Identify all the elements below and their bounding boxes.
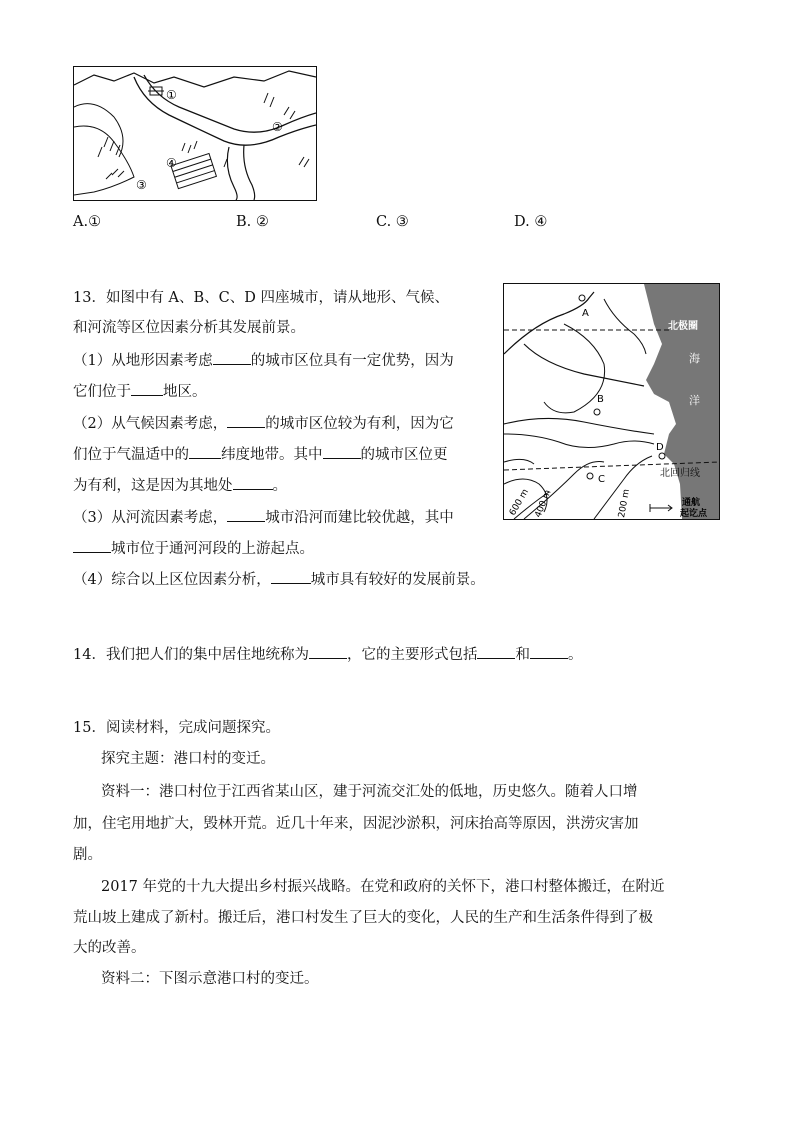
q13-line-8: （3）从河流因素考虑， 城市沿河而建比较优越，其中	[73, 507, 454, 528]
answer-blank[interactable]	[271, 569, 311, 584]
q13-line-9: 城市位于通河河段的上游起点。	[73, 538, 314, 559]
label-tropic: 北回归线	[660, 468, 700, 479]
marker-1: ①	[166, 88, 177, 102]
option-d[interactable]: D. ④	[514, 214, 548, 230]
q13-line-2: 和河流等区位因素分析其发展前景。	[73, 320, 305, 336]
answer-blank[interactable]	[73, 538, 111, 553]
city-d: D	[656, 442, 664, 453]
answer-blank[interactable]	[227, 507, 265, 522]
legend-nav: 通航	[682, 498, 701, 508]
answer-blank[interactable]	[131, 381, 163, 396]
option-a[interactable]: A.①	[73, 214, 102, 230]
q13-line-3: （1）从地形因素考虑 的城市区位具有一定优势，因为	[73, 350, 454, 371]
landscape-figure	[73, 66, 317, 201]
label-arctic-circle: 北极圈	[668, 321, 698, 332]
option-b[interactable]: B. ②	[236, 214, 269, 230]
q15-line-9: 资料二：下图示意港口村的变迁。	[101, 971, 319, 987]
q14-line: 14．我们把人们的集中居住地统称为 ，它的主要形式包括 和 。	[73, 644, 582, 665]
marker-3: ③	[136, 178, 147, 192]
q13-map-svg	[504, 284, 719, 519]
legend-point: 起讫点	[680, 509, 708, 519]
q13-line-7: 为有利，这是因为其地处 。	[73, 475, 287, 496]
answer-blank[interactable]	[323, 444, 361, 459]
option-c[interactable]: C. ③	[376, 214, 409, 230]
answer-blank[interactable]	[213, 350, 251, 365]
contour-600: 600 m	[507, 487, 532, 518]
q15-line-5: 剧。	[73, 847, 102, 863]
answer-blank[interactable]	[477, 644, 515, 659]
q15-line-2: 探究主题：港口村的变迁。	[101, 751, 275, 767]
q13-line-1: 13．如图中有 A、B、C、D 四座城市，请从地形、气候、	[73, 290, 450, 306]
marker-2: ②	[272, 120, 283, 134]
contour-200: 200 m	[617, 488, 632, 519]
q15-line-6: 2017 年党的十九大提出乡村振兴战略。在党和政府的关怀下，港口村整体搬迁，在附近	[101, 879, 665, 895]
answer-blank[interactable]	[309, 644, 347, 659]
city-c: C	[598, 474, 605, 485]
q15-line-4: 加，住宅用地扩大，毁林开荒。近几十年来，因泥沙淤积，河床抬高等原因，洪涝灾害加	[73, 816, 639, 832]
answer-blank[interactable]	[233, 475, 273, 490]
q13-line-10: （4）综合以上区位因素分析， 城市具有较好的发展前景。	[73, 569, 485, 590]
q13-line-4: 它们位于 地区。	[73, 381, 207, 402]
q15-line-3: 资料一：港口村位于江西省某山区，建于河流交汇处的低地，历史悠久。随着人口增	[101, 784, 638, 800]
city-a: A	[582, 308, 589, 319]
answer-blank[interactable]	[530, 644, 568, 659]
label-sea-2: 洋	[689, 394, 700, 407]
city-b: B	[597, 394, 604, 405]
contour-400: 400 m	[533, 488, 554, 519]
label-sea-1: 海	[689, 352, 700, 365]
q13-line-5: （2）从气候因素考虑， 的城市区位较为有利，因为它	[73, 413, 454, 434]
q15-line-1: 15．阅读材料，完成问题探究。	[73, 720, 280, 736]
answer-blank[interactable]	[227, 413, 265, 428]
q15-line-7: 荒山坡上建成了新村。搬迁后，港口村发生了巨大的变化，人民的生产和生活条件得到了极	[73, 910, 653, 926]
landscape-sketch	[74, 67, 316, 200]
q13-line-6: 们位于气温适中的 纬度地带。其中 的城市区位更	[73, 444, 448, 465]
q15-line-8: 大的改善。	[73, 940, 146, 956]
q13-map	[503, 283, 720, 520]
marker-4: ④	[166, 156, 177, 170]
answer-blank[interactable]	[189, 444, 221, 459]
